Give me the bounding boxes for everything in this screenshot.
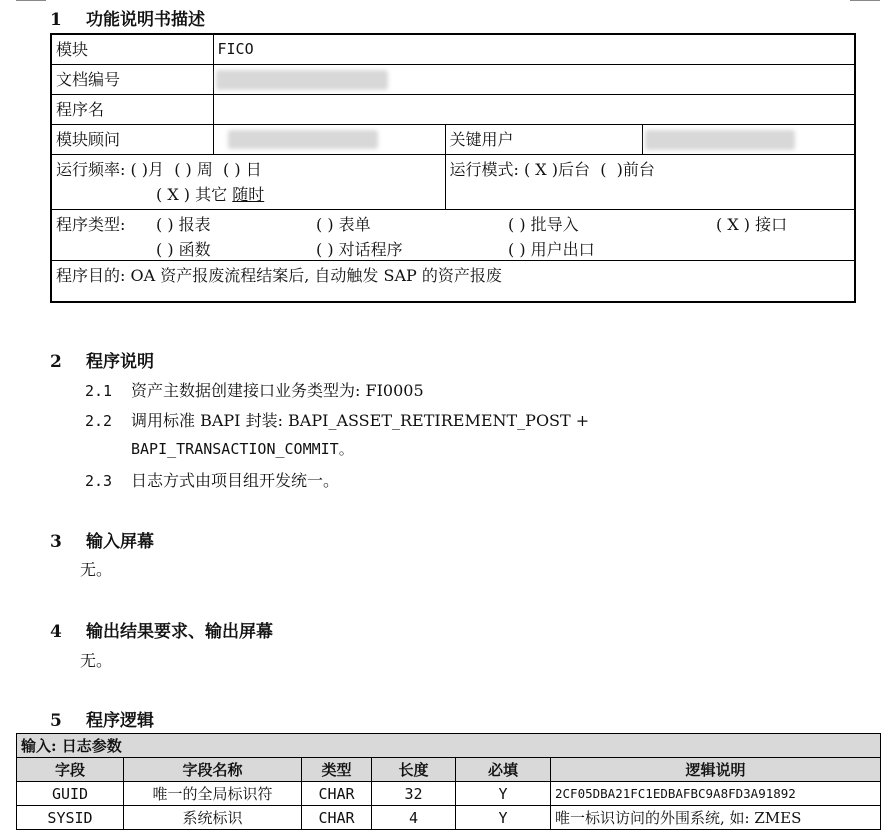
frequency-options: 运行频率: ( )月 ( ) 周 ( ) 日 xyxy=(56,160,262,179)
spec-row-frequency xyxy=(51,155,855,210)
type-option-user-exit: ( ) 用户出口 xyxy=(508,240,595,259)
doc-number-value xyxy=(213,65,855,95)
section-title: 功能说明书描述 xyxy=(86,10,205,30)
run-mode: 运行模式: ( X )后台 ( )前台 xyxy=(445,155,855,210)
section-number: 2 xyxy=(50,352,62,372)
header-field-name: 字段名称 xyxy=(124,758,302,782)
header-logic: 逻辑说明 xyxy=(551,758,881,782)
table-row xyxy=(17,806,881,830)
section-title: 输出结果要求、输出屏幕 xyxy=(86,622,273,642)
section-1-heading xyxy=(50,5,205,30)
redacted-key-user xyxy=(645,130,795,150)
key-user-value xyxy=(642,125,855,155)
frequency-other-value: 随时 xyxy=(232,185,265,204)
header-required: 必填 xyxy=(456,758,551,782)
key-user-label: 关键用户 xyxy=(445,125,642,155)
cell-logic: 唯一标识访问的外围系统, 如: ZMES xyxy=(551,806,881,830)
item-number: 2.1 xyxy=(85,382,113,400)
section-title: 输入屏幕 xyxy=(86,532,154,552)
section-number: 5 xyxy=(50,711,62,731)
spec-table xyxy=(50,33,856,303)
spec-row-module xyxy=(51,34,855,65)
cell-field: GUID xyxy=(17,782,124,806)
header-field: 字段 xyxy=(17,758,124,782)
section-title: 程序说明 xyxy=(86,352,154,372)
item-2-2-continued: BAPI_TRANSACTION_COMMIT。 xyxy=(131,440,354,458)
item-number: 2.2 xyxy=(85,412,113,430)
page-corner-mark-right xyxy=(850,0,880,1)
run-frequency xyxy=(51,155,445,210)
log-table-caption: 输入: 日志参数 xyxy=(17,734,881,758)
program-type-label: 程序类型: xyxy=(56,215,126,234)
log-table-caption-row xyxy=(17,734,881,758)
spec-row-program xyxy=(51,95,855,125)
cell-field: SYSID xyxy=(17,806,124,830)
type-option-dialog: ( ) 对话程序 xyxy=(316,240,403,259)
module-label: 模块 xyxy=(51,34,213,65)
program-purpose: 程序目的: OA 资产报废流程结案后, 自动触发 SAP 的资产报废 xyxy=(51,261,855,303)
spec-row-people xyxy=(51,125,855,155)
type-option-report: ( ) 报表 xyxy=(156,215,211,234)
table-row xyxy=(17,782,881,806)
cell-required: Y xyxy=(456,806,551,830)
section-number: 4 xyxy=(50,622,62,642)
section-title: 程序逻辑 xyxy=(86,711,154,731)
section-number: 1 xyxy=(50,10,62,30)
type-option-interface: ( X ) 接口 xyxy=(716,215,788,234)
log-parameter-table xyxy=(16,733,881,830)
section-2-heading xyxy=(50,347,154,372)
type-option-batch-import: ( ) 批导入 xyxy=(508,215,579,234)
item-number: 2.3 xyxy=(85,472,113,490)
program-type xyxy=(51,210,855,261)
cell-required: Y xyxy=(456,782,551,806)
cell-logic: 2CF05DBA21FC1EDBAFBC9A8FD3A91892 xyxy=(551,782,881,806)
header-type: 类型 xyxy=(302,758,372,782)
cell-type: CHAR xyxy=(302,806,372,830)
type-option-form: ( ) 表单 xyxy=(316,215,371,234)
doc-number-label: 文档编号 xyxy=(51,65,213,95)
item-text: 调用标准 BAPI 封装: BAPI_ASSET_RETIREMENT_POST + xyxy=(131,411,590,430)
cell-length: 32 xyxy=(372,782,456,806)
item-2-3 xyxy=(85,468,339,491)
consultant-label: 模块顾问 xyxy=(51,125,213,155)
type-option-function: ( ) 函数 xyxy=(156,240,211,259)
log-table-header-row xyxy=(17,758,881,782)
section-number: 3 xyxy=(50,532,62,552)
section-3-heading xyxy=(50,527,154,552)
module-value: FICO xyxy=(213,34,855,65)
item-text: 资产主数据创建接口业务类型为: FI0005 xyxy=(131,381,424,400)
item-2-1 xyxy=(85,378,424,401)
cell-field-name: 系统标识 xyxy=(124,806,302,830)
program-name-label: 程序名 xyxy=(51,95,213,125)
item-text: 日志方式由项目组开发统一。 xyxy=(131,471,340,490)
spec-row-type xyxy=(51,210,855,261)
section-3-body: 无。 xyxy=(80,560,113,579)
section-4-body: 无。 xyxy=(80,651,113,670)
section-5-heading xyxy=(50,706,154,731)
cell-length: 4 xyxy=(372,806,456,830)
spec-row-doc xyxy=(51,65,855,95)
redacted-doc-number xyxy=(216,70,388,90)
program-name-value xyxy=(213,95,855,125)
spec-row-purpose xyxy=(51,261,855,303)
page-corner-mark-left xyxy=(16,0,46,1)
section-4-heading xyxy=(50,617,273,642)
cell-field-name: 唯一的全局标识符 xyxy=(124,782,302,806)
consultant-value xyxy=(213,125,445,155)
item-2-2 xyxy=(85,408,589,431)
frequency-other xyxy=(56,182,441,207)
frequency-other-option: ( X ) 其它 xyxy=(156,185,233,204)
redacted-consultant xyxy=(228,130,378,149)
cell-type: CHAR xyxy=(302,782,372,806)
header-length: 长度 xyxy=(372,758,456,782)
